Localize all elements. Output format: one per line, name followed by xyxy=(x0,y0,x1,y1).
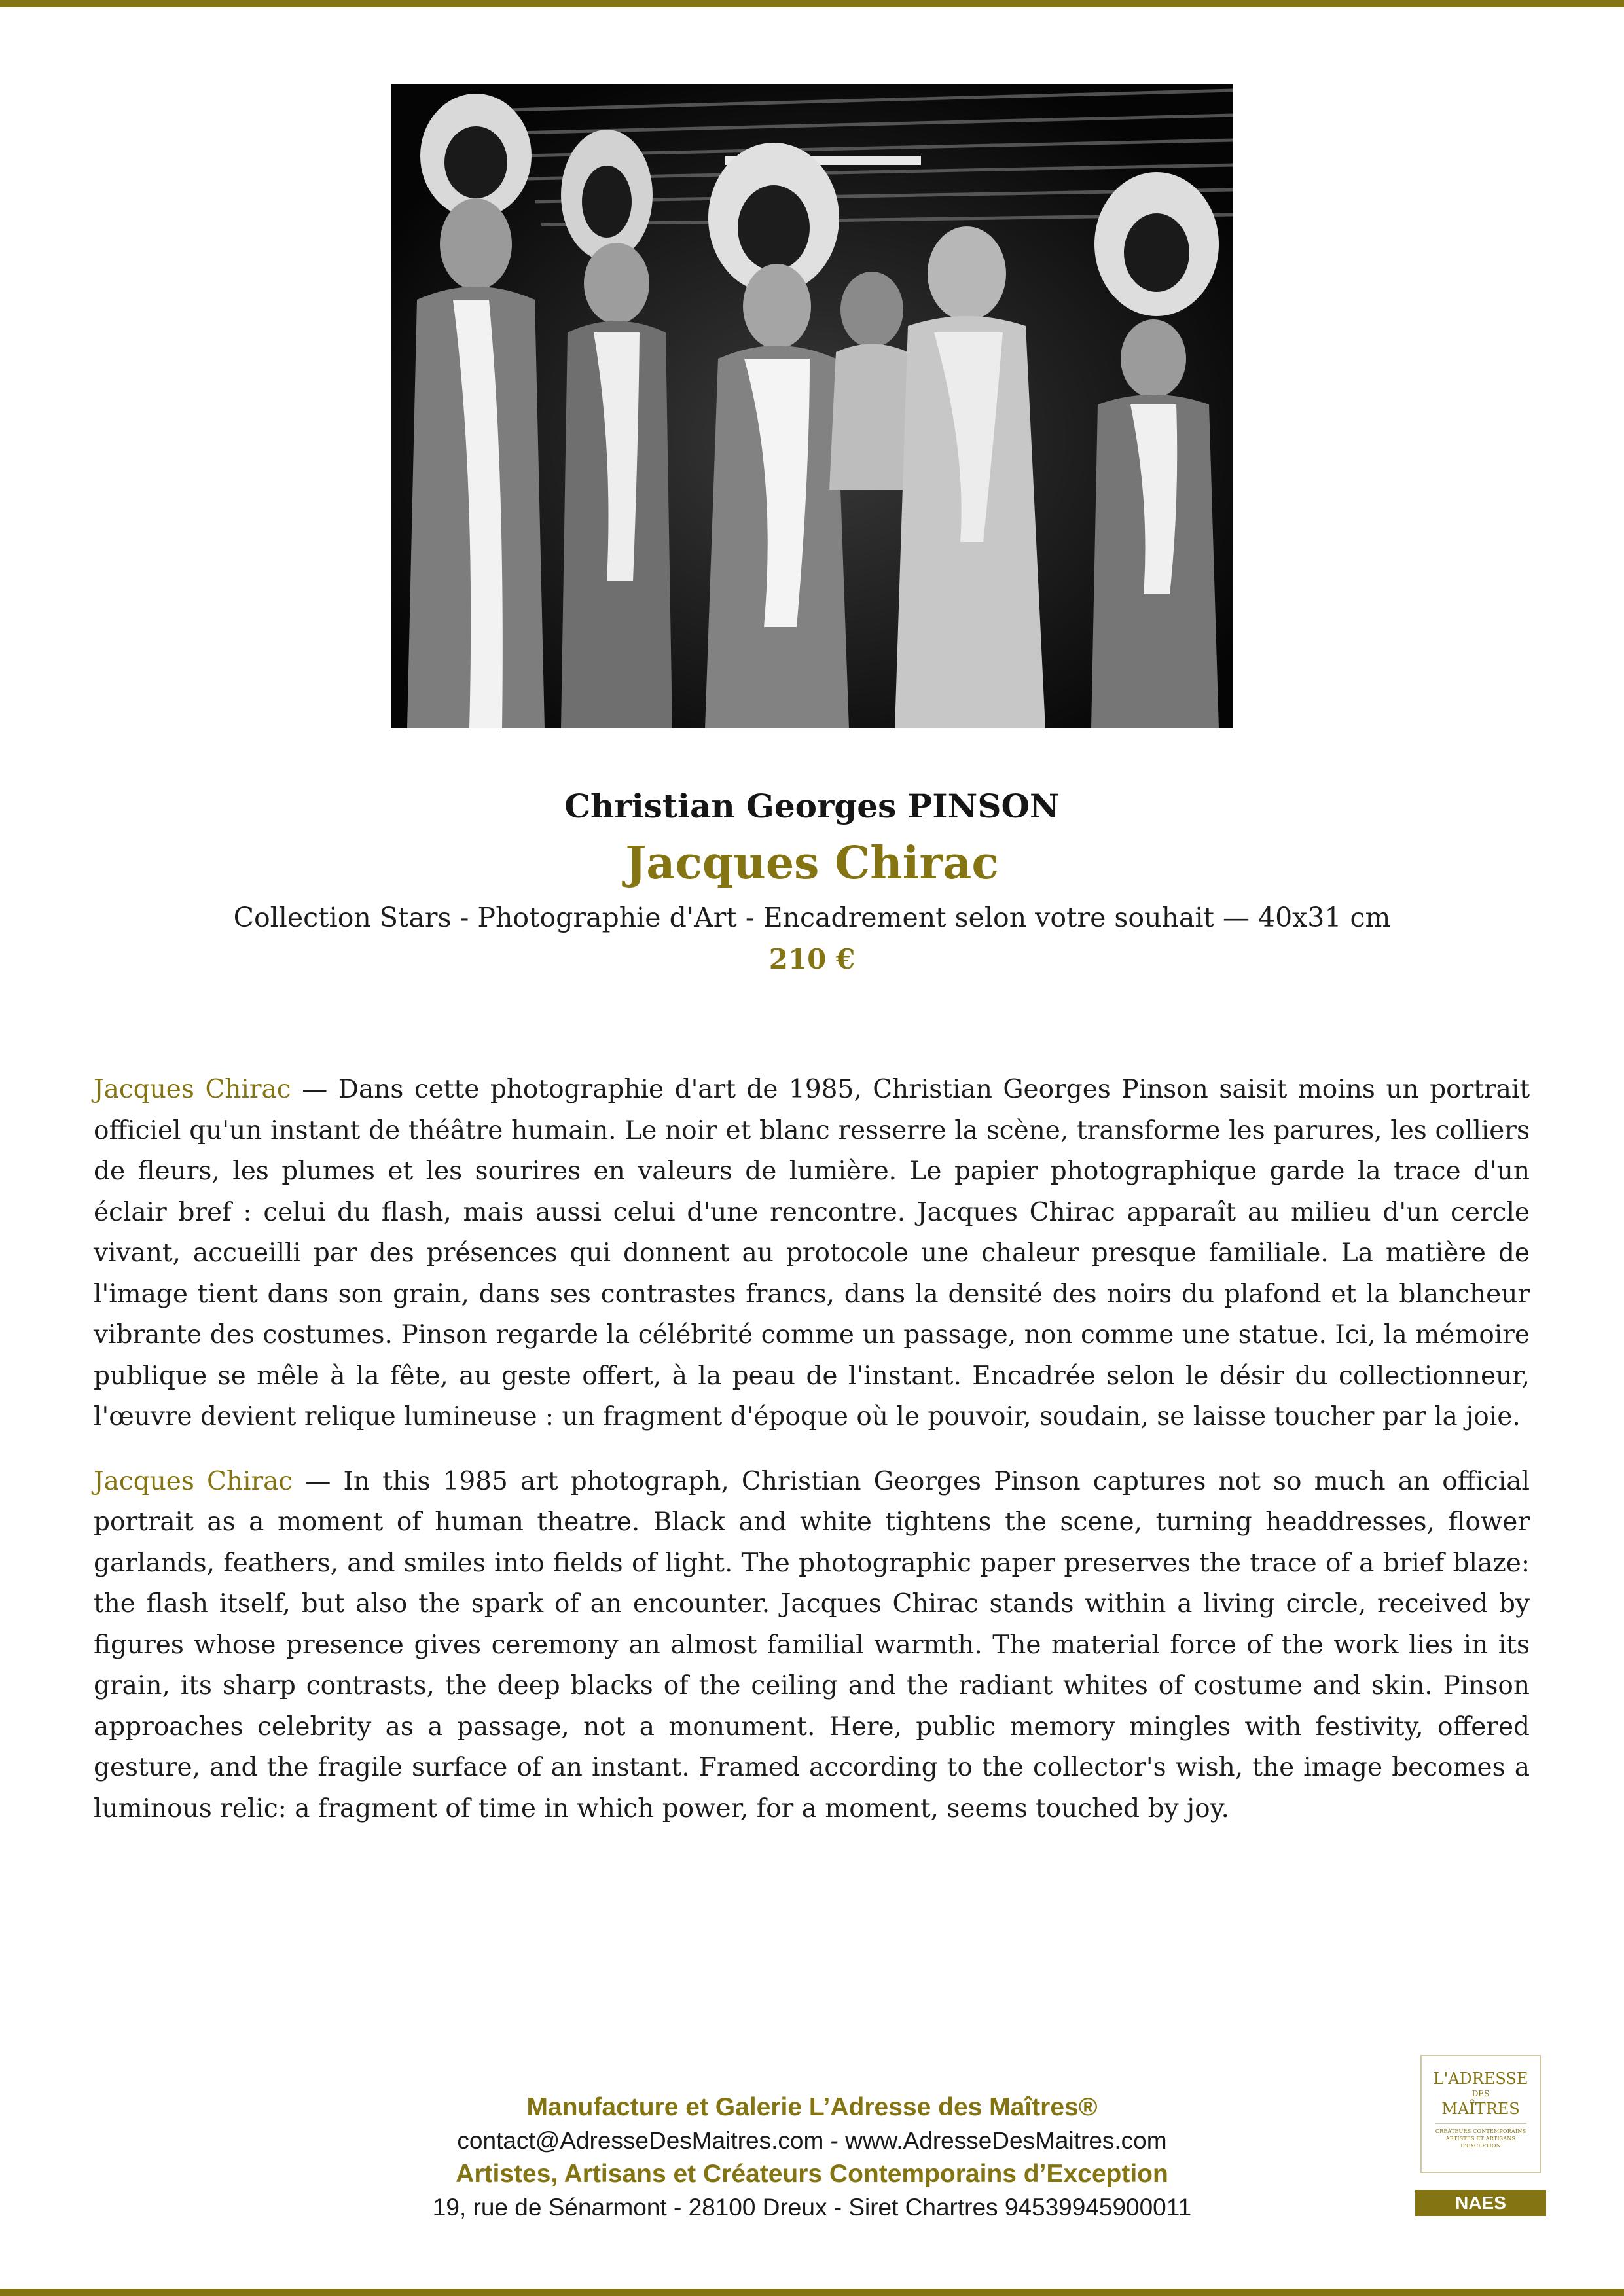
description-fr xyxy=(94,1069,1530,1438)
gallery-logo xyxy=(1420,2055,1541,2173)
description-section xyxy=(94,1069,1530,1853)
logo-line-2: DES xyxy=(1471,2089,1490,2098)
footer xyxy=(0,2090,1624,2224)
description-en xyxy=(94,1462,1530,1830)
artist-name: Christian Georges PINSON xyxy=(564,787,1060,825)
artwork-photograph xyxy=(391,84,1233,728)
artwork-price: 210 € xyxy=(768,943,856,975)
description-fr-text: — Dans cette photographie d'art de 1985, Christian Georges Pinson saisit moins un portrait officiel qu'un instant de théâtre humain. Le noir et blanc resserre la scène, transforme les parures, les colliers de fleurs, les plumes et les sourires en valeurs de lumière. Le papier photographique garde la trace d'un éclair bref : celui du flash, mais aussi celui d'une rencontre. Jacques Chirac apparaît au milieu d'un cercle vivant, accueilli par des présences qui donnent au protocole une chaleur presque familiale. La matière de l'image tient dans son grain, dans ses contrastes francs, dans la densité des noirs du plafond et la blancheur vibrante des costumes. Pinson regarde la célébrité comme un passage, non comme une statue. Ici, la mémoire publique se mêle à la fête, au geste offert, à la peau de l'instant. Encadrée selon le désir du collectionneur, l'œuvre devient relique lumineuse : un fragment d'époque où le pouvoir, soudain, se laisse toucher par la joie. xyxy=(94,1075,1530,1431)
footer-address: 19, rue de Sénarmont - 28100 Dreux - Siret Chartres 94539945900011 xyxy=(432,2194,1192,2221)
logo-line-1: L'ADRESSE xyxy=(1433,2070,1528,2088)
footer-company: Manufacture et Galerie L’Adresse des Maîtres® xyxy=(526,2093,1098,2121)
naes-badge: NAES xyxy=(1415,2190,1546,2216)
logo-divider xyxy=(1435,2123,1526,2124)
footer-tagline: Artistes, Artisans et Créateurs Contemporains d’Exception xyxy=(456,2160,1168,2188)
logo-line-4: CRÉATEURS CONTEMPORAINS ARTISTES ET ARTISANS D'EXCEPTION xyxy=(1435,2128,1526,2149)
description-en-text: — In this 1985 art photograph, Christian Georges Pinson captures not so much an official portrait as a moment of human theatre. Black and white tightens the scene, turning headdresses, flower garlands, feathers, and smiles into fields of light. The photographic paper preserves the trace of a brief blaze: the flash itself, but also the spark of an encounter. Jacques Chirac stands within a living circle, received by figures whose presence gives ceremony an almost familial warmth. The material force of the work lies in its grain, its sharp contrasts, the deep blacks of the ceiling and the radiant whites of costume and skin. Pinson approaches celebrity as a passage, not a monument. Here, public memory mingles with festivity, offered gesture, and the fragile surface of an instant. Framed according to the collector's wish, the image becomes a luminous relic: a fragment of time in which power, for a moment, seems touched by joy. xyxy=(94,1466,1530,1823)
photograph-image xyxy=(391,84,1233,728)
description-fr-lead: Jacques Chirac xyxy=(94,1075,291,1104)
description-en-lead: Jacques Chirac xyxy=(94,1466,293,1496)
bottom-accent-rule xyxy=(0,2289,1624,2296)
top-accent-rule xyxy=(0,0,1624,7)
footer-contact[interactable]: contact@AdresseDesMaitres.com - www.AdresseDesMaitres.com xyxy=(457,2127,1167,2154)
artwork-title: Jacques Chirac xyxy=(625,837,999,889)
title-block xyxy=(0,783,1624,979)
logo-line-3: MAÎTRES xyxy=(1441,2100,1520,2118)
artwork-subtitle: Collection Stars - Photographie d'Art - Encadrement selon votre souhait — 40x31 cm xyxy=(233,902,1391,933)
